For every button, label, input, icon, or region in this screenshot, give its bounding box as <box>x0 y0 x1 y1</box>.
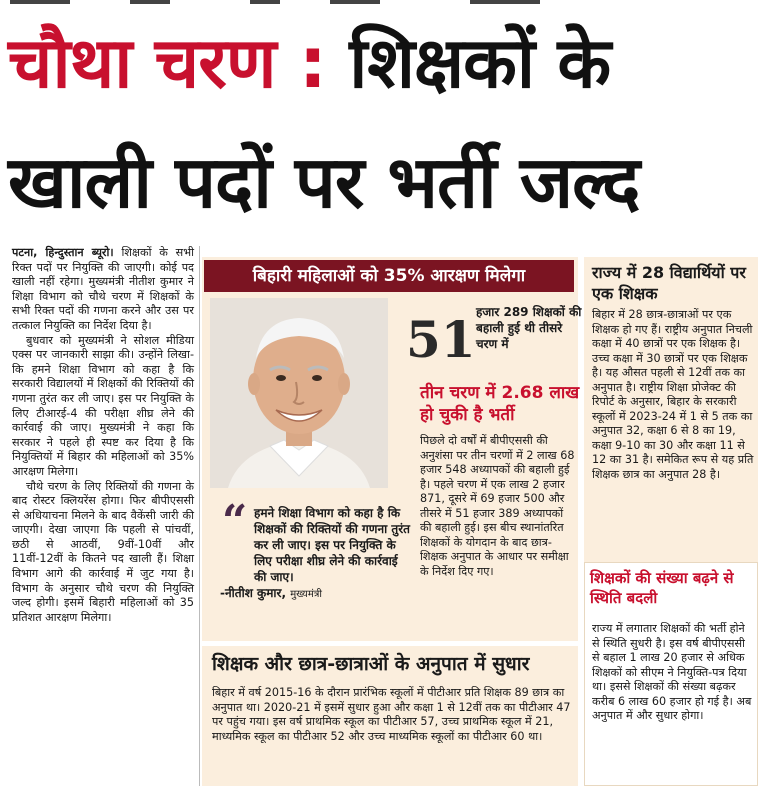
cm-quote <box>220 505 412 603</box>
headline-rest: शिक्षकों के <box>349 22 611 104</box>
headline-highlight: चौथा चरण : <box>8 22 326 104</box>
story-paragraph-1-text: शिक्षकों के सभी रिक्त पदों पर नियुक्ति की जाएगी। कोई पद खाली नहीं रहेगा। मुख्यमंत्री नीतीश कुमार ने शिक्षा विभाग को चौथे चरण में शिक्षकों के सभी रिक्त पदों की गणना करने और उस पर तत्काल नियुक्ति का निर्देश दिया है। <box>12 246 195 332</box>
headline-line-1 <box>8 22 758 104</box>
column-divider-left <box>199 246 200 786</box>
quote-mark-icon: “ <box>222 496 248 547</box>
feature-body: पिछले दो वर्षों में बीपीएससी की अनुशंसा पर तीन चरणों में 2 लाख 68 हजार 548 अध्यापकों की बहाली हुई है। पहले चरण में एक लाख 2 हजार 871, दूसरे में 69 हजार 500 और तीसरे में 51 हजार 389 अध्यापकों की बहाली हुई। इस बीच स्थानांतरित शिक्षकों के योगदान के बाद छात्र-शिक्षक अनुपात के आधार पर समीक्षा के निर्देश दिए गए। <box>420 434 575 578</box>
headline-line-2: खाली पदों पर भर्ती जल्द <box>8 140 640 224</box>
feature-banner: बिहारी महिलाओं को 35% आरक्षण मिलेगा <box>204 260 574 292</box>
ratio-box-body: बिहार में वर्ष 2015-16 के दौरान प्रारंभिक स्कूलों में पीटीआर प्रति शिक्षक 89 छात्र का अनुपात था। 2020-21 में इसमें सुधार हुआ और कक्षा 1 से 12वीं तक का पीटीआर 47 पर पहुंच गया। इस वर्ष प्राथमिक स्कूल का पीटीआर 57, उच्च प्राथमिक स्कूल में 21, माध्यमिक स्कूल का पीटीआर 52 और उच्च माध्यमिक स्कूलों का पीटीआर 60 था। <box>212 686 571 743</box>
quote-role: मुख्यमंत्री <box>290 589 322 600</box>
feature-subheading: तीन चरण में 2.68 लाख हो चुकी है भर्ती <box>420 383 580 425</box>
ratio-box-heading: शिक्षक और छात्र-छात्राओं के अनुपात में सुधार <box>212 653 530 675</box>
dateline: पटना, हिन्दुस्तान ब्यूरो। <box>12 246 114 259</box>
stat-caption: हजार 289 शिक्षकों की बहाली हुई थी तीसरे चरण में <box>476 305 582 351</box>
quote-text: हमने शिक्षा विभाग को कहा है कि शिक्षकों की रिक्तियों की गणना तुरंत कर ली जाए। इस पर नियुक्ति के लिए परीक्षा शीघ्र लेने की कार्रवाई की जाए। <box>254 506 410 584</box>
quote-attribution: -नीतीश कुमार, <box>220 586 287 600</box>
sidebar-box-2-heading: शिक्षकों की संख्या बढ़ने से स्थिति बदली <box>590 569 734 607</box>
portrait-illustration <box>210 298 388 488</box>
story-paragraph-3: चौथे चरण के लिए रिक्तियों की गणना के बाद रोस्टर क्लियरेंस होगा। फिर बीपीएससी से अधियाचना मिलने के बाद वैकेंसी जारी की जाएगी। देखा जाएगा कि पहली से पांचवीं, छठी से आठवीं, 9वीं-10वीं और 11वीं-12वीं के कितने पद खाली हैं। शिक्षा विभाग आगे की कार्रवाई में जुट गया है। विभाग के अनुसार चौथे चरण की नियुक्ति जल्द होगी। इसमें बिहारी महिलाओं को 35 प्रतिशत आरक्षण मिलेगा। <box>12 479 194 624</box>
story-paragraph-1 <box>12 246 194 334</box>
sidebar-box-1-body: बिहार में 28 छात्र-छात्राओं पर एक शिक्षक हो गए हैं। राष्ट्रीय अनुपात निचली कक्षा में 40 छात्रों पर एक शिक्षक है। उच्च कक्षा में 30 छात्रों पर एक शिक्षक है। यह औसत पहली से 12वीं तक का अनुपात है। राष्ट्रीय शिक्षा प्रोजेक्ट की रिपोर्ट के अनुसार, बिहार के सरकारी स्कूलों में 2023-24 में 1 से 5 तक का अनुपात 32, कक्षा 6 से 8 का 19, कक्षा 9-10 का 30 और कक्षा 11 से 12 का 31 है। समेकित रूप से यह प्रति शिक्षक छात्र का अनुपात 28 है। <box>592 308 754 481</box>
story-paragraph-2: बुधवार को मुख्यमंत्री ने सोशल मीडिया एक्स पर जानकारी साझा की। उन्होंने लिखा- कि हमने शिक्षा विभाग को कहा है कि सरकारी विद्यालयों में शिक्षकों की रिक्तियों की गणना तुरंत कर ली जाए। इस पर नियुक्ति के लिए टीआरई-4 की परीक्षा शीघ्र लेने की कार्रवाई की जाए। मुख्यमंत्री ने कहा कि सरकार ने पहले ही स्पष्ट कर दिया है कि नियुक्तियों में बिहार की महिलाओं को 35% आरक्षण मिलेगा। <box>12 333 194 478</box>
sidebar-box-2-body: राज्य में लगातार शिक्षकों की भर्ती होने से स्थिति सुधरी है। इस वर्ष बीपीएससी से बहाल 1 लाख 20 हजार से अधिक शिक्षकों को सीएम ने नियुक्ति-पत्र दिया था। इससे शिक्षकों की संख्या बढ़कर करीब 6 लाख 60 हजार हो गई है। अब अनुपात में और सुधार होगा। <box>592 622 752 722</box>
sidebar-box-1-heading: राज्य में 28 विद्यार्थियों पर एक शिक्षक <box>592 263 746 303</box>
left-column-story <box>12 246 194 625</box>
portrait-photo <box>210 298 388 488</box>
stat-number: 51 <box>406 310 476 369</box>
top-rule <box>0 0 764 10</box>
